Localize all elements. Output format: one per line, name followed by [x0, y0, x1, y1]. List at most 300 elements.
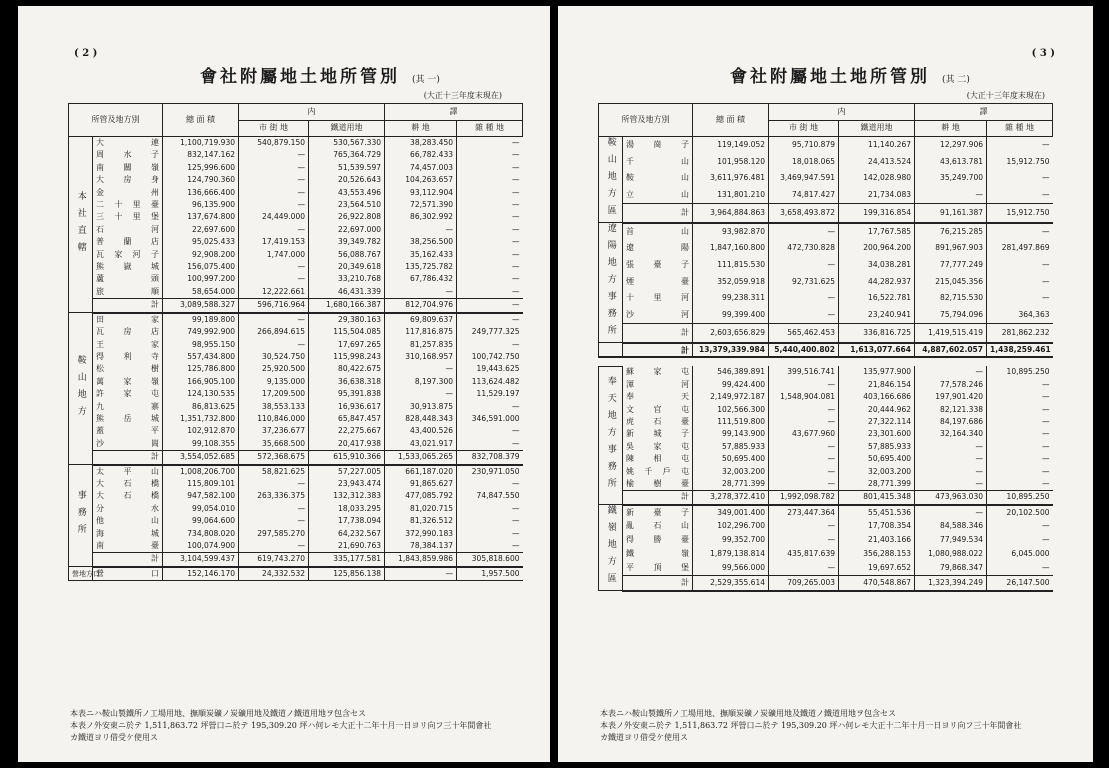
page-number: ( 2 )	[74, 48, 98, 59]
subtotal-railway: 335,177.581	[309, 553, 385, 567]
cell-city: —	[239, 187, 309, 199]
cell-railway: 22,697.000	[309, 224, 385, 236]
cell-farm: 661,187.020	[385, 465, 457, 478]
subtotal-farm: 1,533,065.265	[385, 451, 457, 465]
cell-farm: —	[385, 286, 457, 299]
cell-city: —	[239, 273, 309, 285]
cell-total: 352,059.918	[693, 274, 769, 291]
cell-railway: 20,417.938	[309, 438, 385, 451]
subtotal-farm: 91,161.387	[915, 204, 987, 223]
group-label: 本社直轄	[69, 137, 93, 313]
place-name: 陳相屯	[623, 453, 693, 465]
cell-farm: 477,085.792	[385, 490, 457, 502]
header-farm: 耕 地	[385, 121, 457, 137]
table-row	[599, 223, 1053, 241]
cell-city: 1,548,904.081	[769, 391, 839, 403]
cell-total: 131,801.210	[693, 187, 769, 204]
cell-misc: 74,847.550	[457, 490, 523, 502]
table-row	[599, 416, 1053, 428]
cell-city: 35,668.500	[239, 438, 309, 451]
cell-city: 24,449.000	[239, 211, 309, 223]
subtotal-total: 2,529,355.614	[693, 575, 769, 591]
cell-farm: 84,588.346	[915, 520, 987, 534]
cell-misc: —	[457, 339, 523, 351]
place-name: 文官屯	[623, 404, 693, 416]
cell-city: 3,469,947.591	[769, 170, 839, 187]
cell-railway: 765,364.729	[309, 149, 385, 161]
cell-city: —	[239, 515, 309, 527]
cell-farm: 891,967.903	[915, 240, 987, 257]
cell-total: 1,351,732.800	[163, 413, 239, 425]
cell-railway: 16,936.617	[309, 401, 385, 413]
cell-railway: 24,413.524	[839, 154, 915, 171]
cell-railway: 20,349.618	[309, 261, 385, 273]
cell-railway: 23,240.941	[839, 307, 915, 324]
cell-misc: —	[457, 199, 523, 211]
cell-railway: 17,697.265	[309, 339, 385, 351]
cell-misc: —	[457, 503, 523, 515]
cell-misc: —	[457, 224, 523, 236]
cell-total: 115,809.101	[163, 478, 239, 490]
cell-farm: —	[915, 187, 987, 204]
place-name: 營口	[93, 567, 163, 581]
header-city: 市 街 地	[239, 121, 309, 137]
cell-total: 124,790.360	[163, 174, 239, 186]
subtotal-row	[599, 324, 1053, 343]
cell-misc: —	[987, 453, 1053, 465]
place-name: 新臺子	[623, 505, 693, 520]
table-row	[69, 162, 523, 174]
table-row	[69, 261, 523, 273]
subtotal-label: 計	[93, 299, 163, 313]
table-row	[69, 376, 523, 388]
cell-farm: —	[385, 388, 457, 400]
cell-total: 99,189.800	[163, 313, 239, 326]
cell-total: 125,786.800	[163, 363, 239, 375]
cell-farm: 30,913.875	[385, 401, 457, 413]
cell-railway: 135,977.900	[839, 366, 915, 378]
place-name: 渾河	[623, 379, 693, 391]
page-title	[200, 62, 440, 87]
subtotal-farm: 473,963.030	[915, 491, 987, 505]
cell-misc: —	[987, 137, 1053, 154]
subtotal-row	[599, 491, 1053, 505]
footnote-line: カ鐵道ヨリ借受ケ使用ス	[600, 733, 688, 742]
cell-city: —	[769, 441, 839, 453]
place-name: 瓦家河子	[93, 249, 163, 261]
cell-city: 110,846.000	[239, 413, 309, 425]
cell-farm: 43,613.781	[915, 154, 987, 171]
cell-misc: 100,742.750	[457, 351, 523, 363]
table-row	[599, 466, 1053, 478]
extra-row	[69, 567, 523, 581]
cell-farm: 135,725.782	[385, 261, 457, 273]
cell-misc: 364,363	[987, 307, 1053, 324]
cell-misc: —	[457, 211, 523, 223]
subtotal-railway: 470,548.867	[839, 575, 915, 591]
cell-city: 472,730.828	[769, 240, 839, 257]
header-detail: 譯	[385, 104, 523, 121]
place-name: 蓋平	[93, 425, 163, 437]
cell-railway: 403,166.686	[839, 391, 915, 403]
cell-farm: 104,263.657	[385, 174, 457, 186]
left-page	[18, 6, 550, 762]
cell-total: 57,885.933	[693, 441, 769, 453]
cell-total: 734,808.020	[163, 528, 239, 540]
cell-city: 17,419.153	[239, 236, 309, 248]
header-total: 總 面 積	[693, 104, 769, 137]
cell-railway: 26,922.808	[309, 211, 385, 223]
table-row	[69, 249, 523, 261]
table-row	[69, 465, 523, 478]
cell-total: 3,611,976.481	[693, 170, 769, 187]
cell-total: 1,879,138.814	[693, 547, 769, 561]
cell-total: 1,008,206.700	[163, 465, 239, 478]
place-name: 鞍山	[623, 170, 693, 187]
cell-misc: —	[457, 273, 523, 285]
cell-total: 99,143.900	[693, 428, 769, 440]
cell-railway: 17,708.354	[839, 520, 915, 534]
place-name: 石河	[93, 224, 163, 236]
subtotal-total: 2,603,656.829	[693, 324, 769, 343]
cell-farm: 75,794.096	[915, 307, 987, 324]
header-inner: 内	[239, 104, 385, 121]
cell-railway: 21,690.763	[309, 540, 385, 553]
cell-city: —	[239, 313, 309, 326]
cell-railway: 16,522.781	[839, 290, 915, 307]
place-name: 榆樹臺	[623, 478, 693, 491]
cell-city: 25,920.500	[239, 363, 309, 375]
place-name: 吳家屯	[623, 441, 693, 453]
table-row	[599, 274, 1053, 291]
cell-misc: 1,957.500	[457, 567, 523, 581]
cell-city: 18,018.065	[769, 154, 839, 171]
cell-farm: 74,457.003	[385, 162, 457, 174]
cell-farm: 69,809.637	[385, 313, 457, 326]
cell-misc: —	[457, 425, 523, 437]
cell-misc: 346,591.000	[457, 413, 523, 425]
cell-city: 58,821.625	[239, 465, 309, 478]
subtotal-farm: 1,323,394.249	[915, 575, 987, 591]
cell-city: —	[239, 339, 309, 351]
table-row	[69, 149, 523, 161]
cell-misc: —	[987, 416, 1053, 428]
cell-farm: —	[915, 505, 987, 520]
place-name: 王家	[93, 339, 163, 351]
grand-total: 13,379,339.984	[693, 343, 769, 357]
cell-total: 99,108.355	[163, 438, 239, 451]
cell-railway: 142,028.980	[839, 170, 915, 187]
cell-total: 99,566.000	[693, 561, 769, 575]
cell-railway: 23,943.474	[309, 478, 385, 490]
subtotal-city: 619,743.270	[239, 553, 309, 567]
cell-misc: —	[457, 261, 523, 273]
table-row	[69, 490, 523, 502]
cell-city: —	[239, 149, 309, 161]
gap-row	[599, 357, 1053, 367]
group-label: 鞍山地方區	[599, 137, 623, 223]
cell-total: 95,025.433	[163, 236, 239, 248]
right-page	[558, 6, 1093, 762]
place-name: 熊嶽城	[93, 261, 163, 273]
table-row	[69, 286, 523, 299]
cell-city: —	[769, 379, 839, 391]
cell-city: —	[769, 561, 839, 575]
cell-railway: 115,504.085	[309, 326, 385, 338]
cell-city: 399,516.741	[769, 366, 839, 378]
cell-misc: —	[987, 257, 1053, 274]
header-place: 所管及地方別	[599, 104, 693, 137]
header-city: 市 街 地	[769, 121, 839, 137]
cell-total: 99,424.400	[693, 379, 769, 391]
subtotal-row	[599, 204, 1053, 223]
cell-total: 101,958.120	[693, 154, 769, 171]
cell-railway: 64,232.567	[309, 528, 385, 540]
subtotal-city: 3,658,493.872	[769, 204, 839, 223]
cell-total: 749,992.900	[163, 326, 239, 338]
cell-railway: 65,847.457	[309, 413, 385, 425]
place-name: 張臺子	[623, 257, 693, 274]
subtotal-label: 計	[623, 204, 693, 223]
cell-railway: 57,885.933	[839, 441, 915, 453]
cell-misc: 10,895.250	[987, 366, 1053, 378]
subtotal-misc: 305,818.600	[457, 553, 523, 567]
cell-farm: 35,162.433	[385, 249, 457, 261]
table-row	[69, 478, 523, 490]
cell-city: —	[769, 223, 839, 241]
subtotal-label: 計	[623, 575, 693, 591]
cell-farm: 72,571.390	[385, 199, 457, 211]
group-label: 營地方口	[69, 567, 93, 581]
cell-railway: 132,312.383	[309, 490, 385, 502]
table-row	[599, 441, 1053, 453]
cell-misc: 113,624.482	[457, 376, 523, 388]
subtotal-city: 1,992,098.782	[769, 491, 839, 505]
cell-misc: —	[987, 520, 1053, 534]
place-name: 平頂堡	[623, 561, 693, 575]
cell-misc: —	[457, 438, 523, 451]
cell-railway: 55,451.536	[839, 505, 915, 520]
cell-farm: 81,020.715	[385, 503, 457, 515]
cell-city: 297,585.270	[239, 528, 309, 540]
table-row	[599, 520, 1053, 534]
place-name: 萬家嶺	[93, 376, 163, 388]
subtotal-railway: 801,415.348	[839, 491, 915, 505]
place-name: 熊岳城	[93, 413, 163, 425]
place-name: 蘆頭	[93, 273, 163, 285]
cell-farm: 215,045.356	[915, 274, 987, 291]
cell-farm: 372,990.183	[385, 528, 457, 540]
cell-farm: 81,326.512	[385, 515, 457, 527]
cell-misc: —	[457, 187, 523, 199]
place-name: 許家屯	[93, 388, 163, 400]
cell-total: 152,146.170	[163, 567, 239, 581]
place-name: 九寨	[93, 401, 163, 413]
cell-farm: —	[915, 466, 987, 478]
cell-misc: —	[987, 170, 1053, 187]
place-name: 分水	[93, 503, 163, 515]
cell-railway: 34,038.281	[839, 257, 915, 274]
cell-city: —	[239, 224, 309, 236]
cell-railway: 21,734.083	[839, 187, 915, 204]
table-row	[599, 561, 1053, 575]
cell-misc: —	[987, 290, 1053, 307]
cell-misc: —	[987, 379, 1053, 391]
subtotal-railway: 199,316.854	[839, 204, 915, 223]
table-row	[69, 413, 523, 425]
cell-total: 137,674.800	[163, 211, 239, 223]
cell-city: —	[769, 453, 839, 465]
footnote-line: 本表ノ外安東ニ於テ 1,511,863.72 坪營口ニ於テ 195,309.20 坪ハ何レモ大正十二年十月一日ヨリ向フ三十年間會社	[70, 721, 492, 730]
cell-city: 95,710.879	[769, 137, 839, 154]
subtotal-city: 596,716.964	[239, 299, 309, 313]
cell-total: 947,582.100	[163, 490, 239, 502]
cell-misc: —	[457, 540, 523, 553]
table-row	[599, 154, 1053, 171]
table-row	[599, 391, 1053, 403]
cell-city: 263,336.375	[239, 490, 309, 502]
cell-city: —	[769, 257, 839, 274]
cell-railway: 23,301.600	[839, 428, 915, 440]
cell-city: —	[769, 290, 839, 307]
cell-total: 99,054.010	[163, 503, 239, 515]
grand-total-label: 計	[623, 343, 693, 357]
subtotal-label: 計	[623, 491, 693, 505]
place-name: 得利寺	[93, 351, 163, 363]
cell-railway: 57,227.005	[309, 465, 385, 478]
place-name: 南臺	[93, 540, 163, 553]
cell-farm: 8,197.300	[385, 376, 457, 388]
cell-farm: —	[915, 478, 987, 491]
table-row	[599, 137, 1053, 154]
cell-city: 17,209.500	[239, 388, 309, 400]
header-railway: 鐵道用地	[839, 121, 915, 137]
cell-farm: —	[385, 567, 457, 581]
cell-farm: 32,164.340	[915, 428, 987, 440]
cell-farm: 12,297.906	[915, 137, 987, 154]
subtotal-misc: 26,147.500	[987, 575, 1053, 591]
cell-city: 266,894.615	[239, 326, 309, 338]
table-row	[69, 540, 523, 553]
cell-city: 9,135.000	[239, 376, 309, 388]
table-row	[599, 366, 1053, 378]
table-row	[599, 547, 1053, 561]
cell-farm: 310,168.957	[385, 351, 457, 363]
subtotal-farm: 812,704.976	[385, 299, 457, 313]
table-row	[69, 224, 523, 236]
subtotal-total: 3,554,052.685	[163, 451, 239, 465]
subtotal-label: 計	[93, 451, 163, 465]
cell-city: —	[769, 534, 839, 548]
subtitle: (其 二)	[942, 75, 970, 85]
footnotes	[600, 708, 1021, 744]
subtotal-row	[69, 299, 523, 313]
subtitle: (其 一)	[412, 75, 440, 85]
cell-total: 22,697.600	[163, 224, 239, 236]
cell-city: —	[769, 478, 839, 491]
footnote-line: 本表ノ外安東ニ於テ 1,511,863.72 坪營口ニ於テ 195,309.20 坪ハ何レモ大正十二年十月一日ヨリ向フ三十年間會社	[600, 721, 1022, 730]
cell-farm: 77,777.249	[915, 257, 987, 274]
cell-misc: 249,777.325	[457, 326, 523, 338]
place-name: 瓦房店	[93, 326, 163, 338]
cell-railway: 17,738.094	[309, 515, 385, 527]
cell-city: 540,879.150	[239, 137, 309, 150]
cell-misc: —	[457, 236, 523, 248]
subtotal-railway: 336,816.725	[839, 324, 915, 343]
cell-total: 92,908.200	[163, 249, 239, 261]
table-row	[69, 313, 523, 326]
cell-misc: 281,497.869	[987, 240, 1053, 257]
place-name: 他山	[93, 515, 163, 527]
cell-total: 1,100,719.930	[163, 137, 239, 150]
grand-farm: 4,887,602.057	[915, 343, 987, 357]
cell-city: 24,332.532	[239, 567, 309, 581]
cell-total: 102,566.300	[693, 404, 769, 416]
subtotal-city: 709,265.003	[769, 575, 839, 591]
date-note: (大正十三年度末現在)	[966, 91, 1045, 100]
subtotal-misc: 281,862.232	[987, 324, 1053, 343]
table-row	[599, 187, 1053, 204]
place-name: 虎石臺	[623, 416, 693, 428]
cell-railway: 80,422.675	[309, 363, 385, 375]
place-name: 亂石山	[623, 520, 693, 534]
cell-farm: 79,868.347	[915, 561, 987, 575]
cell-misc: —	[987, 404, 1053, 416]
group-label: 鞍山地方	[69, 313, 93, 465]
cell-farm: 38,283.450	[385, 137, 457, 150]
place-name: 鐵嶺	[623, 547, 693, 561]
cell-misc: —	[457, 149, 523, 161]
table-row	[599, 307, 1053, 324]
cell-railway: 95,391.838	[309, 388, 385, 400]
cell-total: 96,135.900	[163, 199, 239, 211]
cell-total: 28,771.399	[693, 478, 769, 491]
table-row	[69, 273, 523, 285]
cell-city: —	[239, 199, 309, 211]
cell-misc: —	[457, 478, 523, 490]
place-name: 遼陽	[623, 240, 693, 257]
cell-total: 98,955.150	[163, 339, 239, 351]
cell-railway: 27,322.114	[839, 416, 915, 428]
place-name: 煙臺	[623, 274, 693, 291]
cell-farm: —	[915, 441, 987, 453]
cell-farm: —	[385, 224, 457, 236]
table-row	[599, 257, 1053, 274]
table-row	[599, 428, 1053, 440]
cell-city: —	[769, 404, 839, 416]
cell-farm: 117,816.875	[385, 326, 457, 338]
cell-railway: 11,140.267	[839, 137, 915, 154]
cell-total: 111,519.800	[693, 416, 769, 428]
page-number: ( 3 )	[1031, 48, 1055, 59]
cell-misc: —	[987, 561, 1053, 575]
table-row	[599, 478, 1053, 491]
cell-misc: —	[987, 391, 1053, 403]
title-text: 會社附屬地土地所管別	[200, 67, 400, 87]
cell-farm: —	[915, 366, 987, 378]
cell-total: 136,666.400	[163, 187, 239, 199]
date-note: (大正十三年度末現在)	[423, 91, 502, 100]
cell-farm: 43,021.917	[385, 438, 457, 451]
subtotal-row	[69, 451, 523, 465]
cell-city: —	[239, 174, 309, 186]
cell-city: —	[239, 162, 309, 174]
cell-farm: 38,256.500	[385, 236, 457, 248]
group-label: 遼陽地方事務所	[599, 223, 623, 343]
place-name: 立山	[623, 187, 693, 204]
cell-misc: —	[987, 478, 1053, 491]
cell-total: 99,064.600	[163, 515, 239, 527]
